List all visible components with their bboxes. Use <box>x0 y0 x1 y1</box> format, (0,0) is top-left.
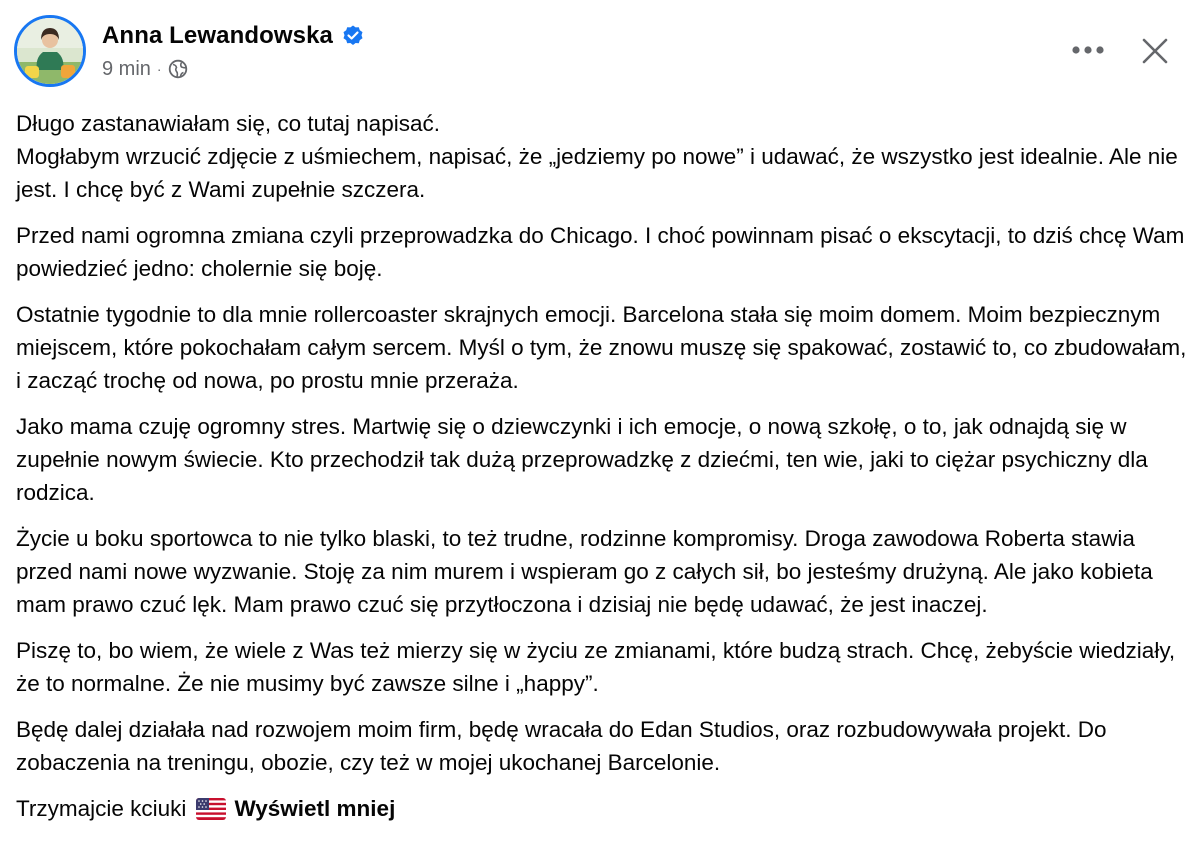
close-button[interactable] <box>1134 30 1176 72</box>
verified-badge-icon <box>341 24 365 48</box>
post-paragraph: Ostatnie tygodnie to dla mnie rollercoaster skrajnych emocji. Barcelona stała się moim domem. Moim bezpiecznym miejscem, które pokochałam całym sercem. Myśl o tym, że znowu muszę się spakować, zostawić to, co zbudowałam, i zacząć trochę od nowa, po prostu mnie przeraża. <box>16 302 1187 393</box>
author-name[interactable]: Anna Lewandowska <box>102 22 333 49</box>
post-paragraph: Jako mama czuję ogromny stres. Martwię się o dziewczynki i ich emocje, o nową szkołę, o to, jak odnajdą się w zupełnie nowym świecie. Kto przechodził tak dużą przeprowadzkę z dziećmi, ten wie, jaki to ciężar psychiczny dla rodzica. <box>16 414 1148 505</box>
us-flag-icon <box>196 798 226 820</box>
post-closing-line <box>16 792 1192 825</box>
meta-separator: · <box>156 61 162 77</box>
avatar-photo <box>17 18 83 84</box>
closing-text: Trzymajcie kciuki <box>16 796 187 821</box>
more-options-button[interactable] <box>1068 33 1108 67</box>
see-less-link[interactable]: Wyświetl mniej <box>234 796 396 821</box>
paragraph-line: Mogłabym wrzucić zdjęcie z uśmiechem, napisać, że „jedziemy po nowe” i udawać, że wszystko jest idealnie. Ale nie jest. I chcę być z Wami zupełnie szczera. <box>16 144 1178 202</box>
post-paragraph: Będę dalej działała nad rozwojem moim firm, będę wracała do Edan Studios, oraz rozbudowywała projekt. Do zobaczenia na treningu, obozie, czy też w mojej ukochanej Barcelonie. <box>16 717 1107 775</box>
post-paragraph: Przed nami ogromna zmiana czyli przeprowadzka do Chicago. I choć powinnam pisać o ekscytacji, to dziś chcę Wam powiedzieć jedno: cholernie się boję. <box>16 223 1185 281</box>
post-header <box>0 0 1200 100</box>
post-paragraph: Życie u boku sportowca to nie tylko blaski, to też trudne, rodzinne kompromisy. Droga zawodowa Roberta stawia przed nami nowe wyzwanie. Stoję za nim murem i wspieram go z całych sił, bo jesteśmy drużyną. Ale jako kobieta mam prawo czuć lęk. Mam prawo czuć się przytłoczona i dzisiaj nie będę udawać, że jest inaczej. <box>16 526 1153 617</box>
post-meta <box>102 56 188 82</box>
author-avatar[interactable] <box>14 15 86 87</box>
post-text <box>16 107 1192 825</box>
post-paragraph: Piszę to, bo wiem, że wiele z Was też mierzy się w życiu ze zmianami, które budzą strach. Chcę, żebyście wiedziały, że to normalne. Że nie musimy być zawsze silne i „happy”. <box>16 638 1176 696</box>
close-icon <box>1141 37 1169 65</box>
paragraph-line: Długo zastanawiałam się, co tutaj napisać. <box>16 111 440 136</box>
more-options-icon <box>1071 45 1105 55</box>
post-timestamp[interactable]: 9 min <box>102 57 151 80</box>
post-paragraph <box>16 107 1192 206</box>
globe-icon[interactable] <box>168 59 188 79</box>
author-row <box>102 20 365 52</box>
